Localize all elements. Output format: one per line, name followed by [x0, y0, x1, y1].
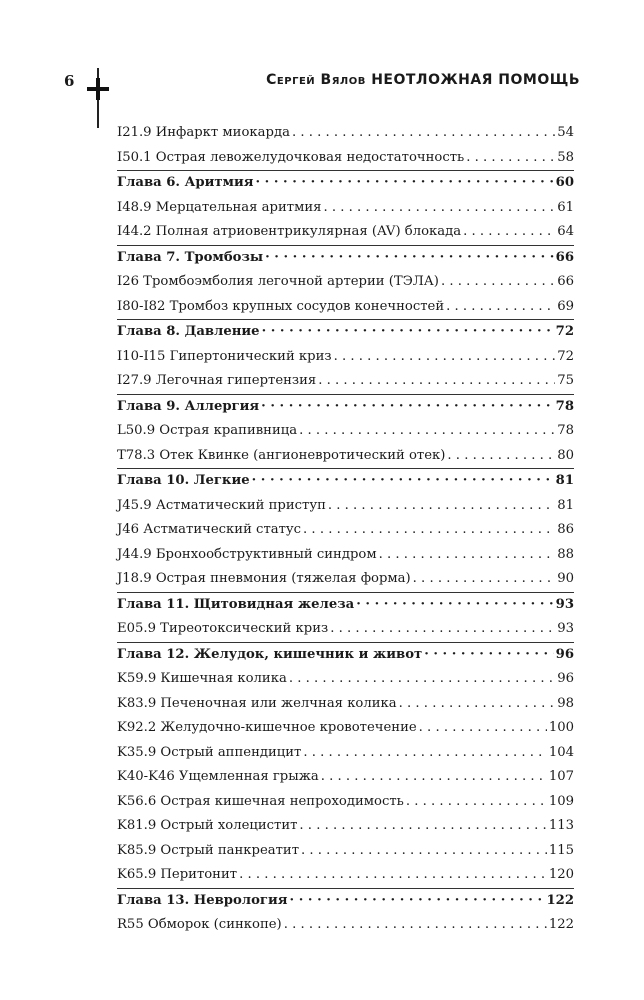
toc-entry-title: K40-K46 Ущемленная грыжа — [117, 769, 319, 784]
toc-entry — [117, 692, 574, 717]
dot-leader — [323, 196, 555, 221]
toc-entry — [117, 121, 574, 146]
toc-entry — [117, 543, 574, 568]
toc-page-number: 80 — [557, 447, 574, 463]
dot-leader — [239, 863, 547, 888]
header-title: НЕОТЛОЖНАЯ ПОМОЩЬ — [371, 72, 580, 88]
toc-entry — [117, 345, 574, 370]
dot-leader — [441, 270, 555, 295]
toc-entry — [117, 765, 574, 790]
toc-entry — [117, 369, 574, 394]
toc-page-number: 64 — [557, 224, 574, 239]
toc-entry-title: K56.6 Острая кишечная непроходимость — [117, 793, 404, 809]
dot-leader — [289, 667, 555, 692]
dot-leader — [262, 320, 554, 345]
toc-entry — [117, 716, 574, 741]
toc-entry — [117, 419, 574, 444]
toc-entry — [117, 814, 574, 839]
toc-entry-title: Глава 12. Желудок, кишечник и живот — [117, 646, 423, 662]
toc-page-number: 104 — [548, 744, 574, 760]
toc-chapter-heading — [117, 468, 574, 494]
toc-page-number: 61 — [557, 199, 574, 215]
dot-leader — [446, 295, 555, 320]
dot-leader — [303, 518, 555, 543]
toc-page-number: 120 — [548, 867, 574, 882]
dot-leader — [299, 419, 555, 444]
toc-entry-title: I48.9 Мерцательная аритмия — [117, 199, 322, 215]
toc-page-number: 66 — [555, 249, 574, 265]
toc-page-number: 54 — [557, 125, 574, 140]
dot-leader — [256, 171, 554, 196]
toc-entry — [117, 196, 574, 221]
toc-entry-title: Глава 10. Легкие — [117, 473, 250, 488]
dot-leader — [466, 146, 555, 171]
toc-entry-title: Глава 7. Тромбозы — [117, 249, 264, 265]
toc-entry-title: K83.9 Печеночная или желчная колика — [117, 695, 397, 711]
toc-entry-title: I27.9 Легочная гипертензия — [117, 373, 317, 388]
toc-entry — [117, 295, 574, 320]
toc-entry-title: T78.3 Отек Квинке (ангионевротический отек) — [117, 447, 446, 463]
dot-leader — [406, 790, 547, 815]
toc-chapter-heading — [117, 592, 574, 618]
toc-entry — [117, 518, 574, 543]
dot-leader — [379, 543, 556, 568]
toc-page-number: 93 — [557, 621, 574, 636]
toc-page-number: 86 — [557, 522, 574, 537]
dot-leader — [303, 741, 546, 766]
dot-leader — [399, 692, 556, 717]
dot-leader — [252, 469, 554, 494]
toc-entry — [117, 667, 574, 692]
toc-entry-title: K59.9 Кишечная колика — [117, 671, 287, 686]
toc-entry-title: Глава 9. Аллергия — [117, 398, 260, 414]
dot-leader — [413, 567, 556, 592]
toc-page-number: 122 — [546, 892, 574, 908]
toc-page-number: 88 — [557, 546, 574, 562]
toc-entry-title: I21.9 Инфаркт миокарда — [117, 125, 290, 140]
toc-chapter-heading — [117, 642, 574, 668]
toc-chapter-heading — [117, 170, 574, 196]
toc-entry-title: I80-I82 Тромбоз крупных сосудов конечностей — [117, 298, 445, 314]
dot-leader — [328, 494, 555, 519]
toc-entry-title: K65.9 Перитонит — [117, 867, 238, 882]
header-author: Сергей Вялов — [266, 72, 366, 88]
dot-leader — [290, 889, 545, 914]
toc-entry-title: K85.9 Острый панкреатит — [117, 842, 299, 858]
toc-page-number: 75 — [557, 373, 574, 388]
toc-entry-title: L50.9 Острая крапивница — [117, 423, 298, 438]
toc-entry — [117, 567, 574, 592]
dot-leader — [292, 121, 555, 146]
toc-page-number: 81 — [555, 473, 574, 488]
dot-leader — [301, 839, 547, 864]
toc-chapter-heading — [117, 245, 574, 271]
toc-entry — [117, 863, 574, 888]
toc-entry — [117, 790, 574, 815]
toc-page-number: 96 — [557, 671, 574, 686]
dot-leader — [447, 444, 555, 469]
toc-entry — [117, 444, 574, 469]
toc-page-number: 109 — [548, 793, 574, 809]
toc-entry — [117, 741, 574, 766]
toc-entry-title: E05.9 Тиреотоксический криз — [117, 621, 329, 636]
dot-leader — [463, 220, 555, 245]
dot-leader — [419, 716, 547, 741]
toc-entry-title: K35.9 Острый аппендицит — [117, 744, 302, 760]
toc-entry-title: Глава 6. Аритмия — [117, 175, 254, 190]
toc-page-number: 72 — [555, 324, 574, 339]
toc-entry-title: Глава 13. Неврология — [117, 892, 288, 908]
toc-page-number: 107 — [548, 769, 574, 784]
dot-leader — [321, 765, 547, 790]
toc-entry-title: Глава 11. Щитовидная железа — [117, 596, 355, 612]
toc-page-number: 69 — [557, 298, 574, 314]
dot-leader — [424, 643, 553, 668]
toc-entry — [117, 913, 574, 938]
toc-page-number: 81 — [557, 497, 574, 513]
toc-page-number: 98 — [557, 695, 574, 711]
toc-entry — [117, 270, 574, 295]
running-header — [266, 72, 580, 88]
toc-entry — [117, 146, 574, 171]
toc-entry — [117, 839, 574, 864]
toc-chapter-heading — [117, 319, 574, 345]
dot-leader — [261, 395, 553, 420]
toc-chapter-heading — [117, 888, 574, 914]
dot-leader — [318, 369, 555, 394]
toc-page-number: 60 — [555, 175, 574, 190]
toc-page-number: 96 — [555, 646, 574, 662]
toc-page-number: 113 — [548, 818, 574, 833]
toc-page-number: 122 — [548, 917, 574, 932]
toc-entry — [117, 494, 574, 519]
toc-entry-title: R55 Обморок (синкопе) — [117, 917, 282, 932]
toc-page-number: 58 — [557, 149, 574, 165]
toc-entry-title: K92.2 Желудочно-кишечное кровотечение — [117, 720, 417, 735]
toc-chapter-heading — [117, 394, 574, 420]
toc-entry-title: K81.9 Острый холецистит — [117, 818, 298, 833]
toc-entry — [117, 617, 574, 642]
toc-entry-title: I10-I15 Гипертонический криз — [117, 348, 332, 364]
toc-page-number: 93 — [555, 596, 574, 612]
toc-page-number: 78 — [555, 398, 574, 414]
toc-page-number: 66 — [557, 274, 574, 289]
dot-leader — [299, 814, 546, 839]
toc-entry — [117, 220, 574, 245]
toc-page-number: 72 — [557, 348, 574, 364]
dot-leader — [284, 913, 547, 938]
plus-icon — [87, 78, 109, 100]
toc-entry-title: I44.2 Полная атриовентрикулярная (AV) блокада — [117, 224, 462, 239]
toc-entry-title: J45.9 Астматический приступ — [117, 497, 326, 513]
toc-entry-title: I26 Тромбоэмболия легочной артерии (ТЭЛА) — [117, 274, 439, 289]
toc-entry-title: J44.9 Бронхообструктивный синдром — [117, 546, 377, 562]
toc-page-number: 78 — [557, 423, 574, 438]
toc-page-number: 100 — [548, 720, 574, 735]
toc-entry-title: J18.9 Острая пневмония (тяжелая форма) — [117, 571, 411, 586]
toc-entry-title: Глава 8. Давление — [117, 324, 260, 339]
page-number: 6 — [64, 72, 75, 90]
toc-page-number: 115 — [548, 842, 574, 858]
toc-entry-title: I50.1 Острая левожелудочковая недостаточность — [117, 149, 465, 165]
dot-leader — [330, 617, 555, 642]
toc-entry-title: J46 Астматический статус — [117, 522, 302, 537]
table-of-contents — [117, 121, 574, 938]
dot-leader — [356, 593, 553, 618]
dot-leader — [334, 345, 556, 370]
toc-page-number: 90 — [557, 571, 574, 586]
dot-leader — [265, 246, 554, 271]
